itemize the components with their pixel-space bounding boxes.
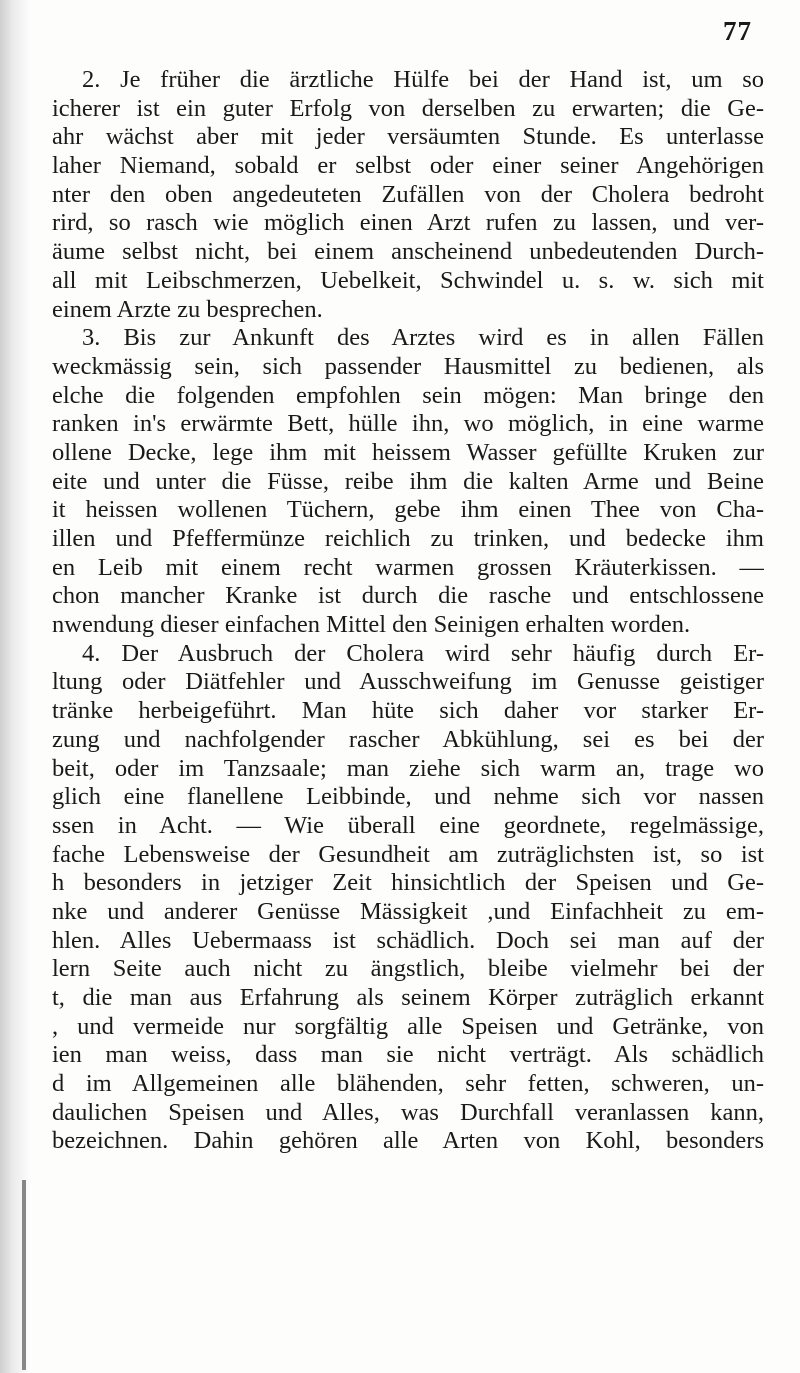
text-line: ltung oder Diätfehler und Ausschweifung im Genusse geistiger <box>52 668 764 696</box>
text-line: daulichen Speisen und Alles, was Durchfall veranlassen kann, <box>52 1098 764 1126</box>
text-line: fache Lebensweise der Gesundheit am zuträglichsten ist, so ist <box>52 840 764 868</box>
text-line: ssen in Acht. — Wie überall eine geordnete, regelmässige, <box>52 811 764 839</box>
text-line: illen und Pfeffermünze reichlich zu trinken, und bedecke ihm <box>52 525 764 552</box>
text-line: , und vermeide nur sorgfältig alle Speisen und Getränke, von <box>52 1012 764 1040</box>
text-line: eite und unter die Füsse, reibe ihm die kalten Arme und Beine <box>52 467 764 495</box>
text-line: weckmässig sein, sich passender Hausmittel zu bedienen, als <box>52 352 764 380</box>
binding-gutter-mark <box>22 1180 26 1370</box>
page-number: 77 <box>723 16 752 46</box>
text-line: en Leib mit einem recht warmen grossen Kräuterkissen. — <box>52 553 764 581</box>
text-line: rird, so rasch wie möglich einen Arzt rufen zu lassen, und ver- <box>52 209 764 237</box>
text-line: 4. Der Ausbruch der Cholera wird sehr häufig durch Er- <box>82 639 764 667</box>
text-line: ollene Decke, lege ihm mit heissem Wasser gefüllte Kruken zur <box>52 438 764 466</box>
binding-gutter-shadow <box>0 0 30 1373</box>
text-line: beit, oder im Tanzsaale; man ziehe sich warm an, trage wo <box>52 754 764 782</box>
text-line: ien man weiss, dass man sie nicht verträgt. Als schädlich <box>52 1041 764 1069</box>
text-line: äume selbst nicht, bei einem anscheinend unbedeutenden Durch- <box>52 238 764 266</box>
text-line: all mit Leibschmerzen, Uebelkeit, Schwindel u. s. w. sich mit <box>52 266 764 294</box>
text-line: tränke herbeigeführt. Man hüte sich daher vor starker Er- <box>52 697 764 725</box>
text-line: nke und anderer Genüsse Mässigkeit ,und Einfachheit zu em- <box>52 897 764 925</box>
text-line: nter den oben angedeuteten Zufällen von der Cholera bedroht <box>52 180 764 208</box>
text-line: d im Allgemeinen alle blähenden, sehr fetten, schweren, un- <box>52 1070 764 1098</box>
text-line: ahr wächst aber mit jeder versäumten Stunde. Es unterlasse <box>52 123 764 151</box>
text-line: chon mancher Kranke ist durch die rasche und entschlossene <box>52 582 764 610</box>
text-line: ranken in's erwärmte Bett, hülle ihn, wo möglich, in eine warme <box>52 410 764 438</box>
text-line: laher Niemand, sobald er selbst oder einer seiner Angehörigen <box>52 152 764 180</box>
text-line: einem Arzte zu besprechen. <box>52 295 323 323</box>
text-line: elche die folgenden empfohlen sein mögen: Man bringe den <box>52 381 764 409</box>
text-line: it heissen wollenen Tüchern, gebe ihm einen Thee von Cha- <box>52 496 764 524</box>
text-line: nwendung dieser einfachen Mittel den Seinigen erhalten worden. <box>52 611 691 639</box>
text-line: hlen. Alles Uebermaass ist schädlich. Doch sei man auf der <box>52 926 764 954</box>
text-line: bezeichnen. Dahin gehören alle Arten von Kohl, besonders <box>52 1127 764 1155</box>
text-line: glich eine flanellene Leibbinde, und nehme sich vor nassen <box>52 783 764 811</box>
text-line: 2. Je früher die ärztliche Hülfe bei der Hand ist, um so <box>82 66 764 93</box>
text-line: t, die man aus Erfahrung als seinem Körper zuträglich erkannt <box>52 984 764 1011</box>
text-line: lern Seite auch nicht zu ängstlich, bleibe vielmehr bei der <box>52 955 764 983</box>
body-text <box>52 66 764 1156</box>
text-line: icherer ist ein guter Erfolg von derselben zu erwarten; die Ge- <box>52 94 764 122</box>
text-line: 3. Bis zur Ankunft des Arztes wird es in allen Fällen <box>82 324 764 352</box>
text-line: zung und nachfolgender rascher Abkühlung, sei es bei der <box>52 725 764 753</box>
text-line: h besonders in jetziger Zeit hinsichtlich der Speisen und Ge- <box>52 869 764 897</box>
